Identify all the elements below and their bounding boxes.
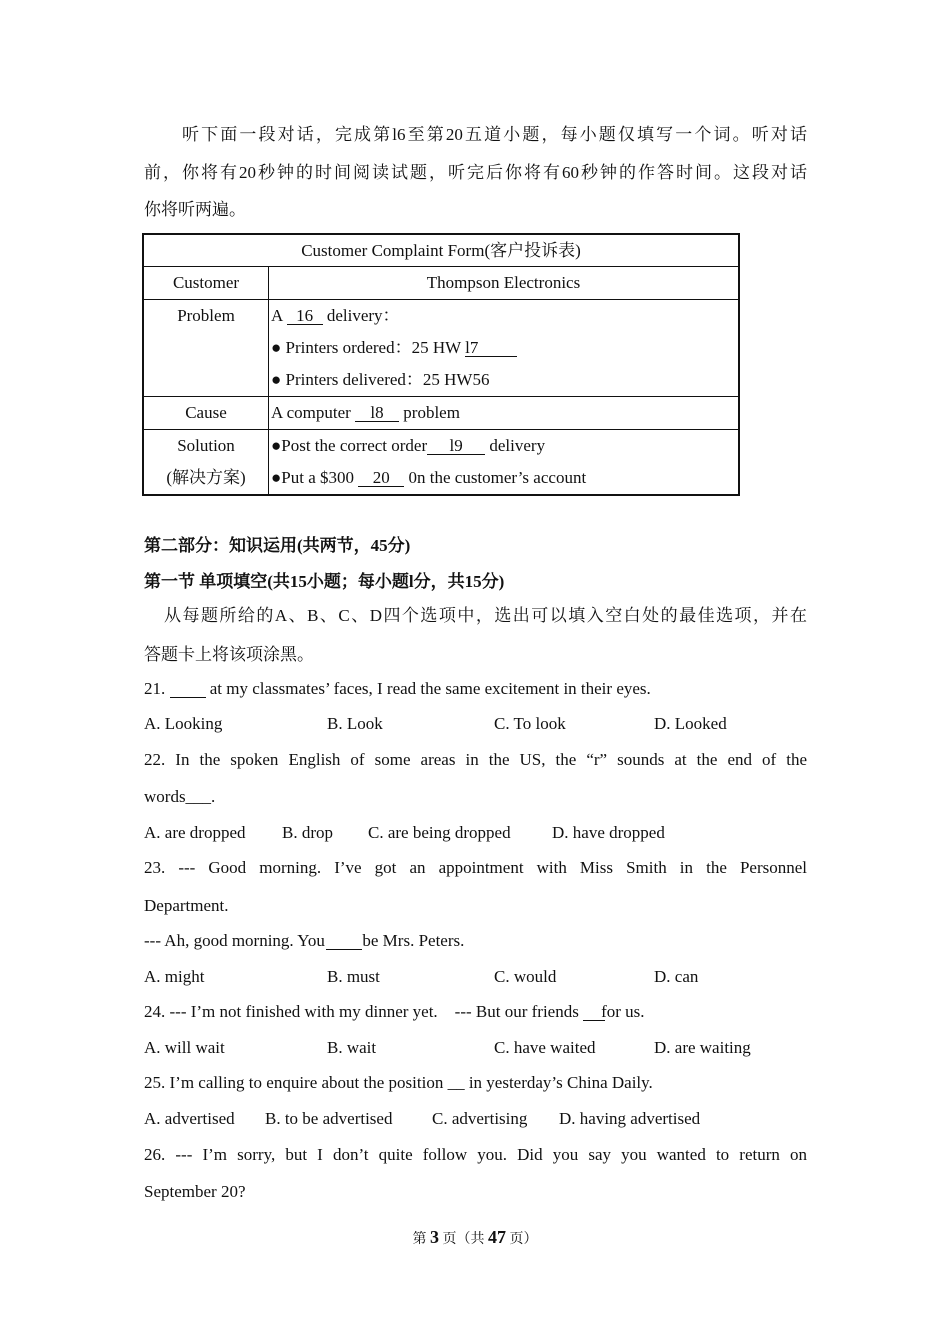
option-b[interactable]: B. drop (282, 823, 333, 842)
intro-line-3: 你将听两遍。 (144, 200, 246, 219)
option-c[interactable]: C. are being dropped (368, 823, 511, 842)
printers-delivered-line: ● Printers delivered：25 HW56 (271, 370, 490, 389)
cause-text: A computer (271, 403, 351, 422)
form-title: Customer Complaint Form(客户投诉表) (143, 234, 739, 267)
problem-cell (269, 300, 740, 397)
option-c[interactable]: C. have waited (494, 1038, 596, 1057)
question-24-text: 24. --- I’m not finished with my dinner yet. --- But our friends (144, 1002, 579, 1021)
option-a[interactable]: A. will wait (144, 1038, 225, 1057)
question-23-line-1: 23. --- Good morning. I’ve got an appointment with Miss Smith in the Personnel (144, 858, 807, 877)
option-b[interactable]: B. must (327, 967, 380, 986)
question-23-blank (326, 933, 362, 950)
option-a[interactable]: A. might (144, 967, 205, 986)
question-21-number: 21. (144, 679, 166, 698)
blank-19: l9 (427, 438, 485, 455)
solution-label-cell (143, 430, 269, 496)
page-total: 47 (488, 1227, 506, 1247)
instructions-line-1: 从每题所给的A、B、C、D四个选项中，选出可以填入空白处的最佳选项，并在 (164, 606, 807, 625)
page-number: 3 (430, 1227, 439, 1247)
solution-2-text: ●Put a $300 (271, 468, 354, 487)
option-d[interactable]: D. having advertised (559, 1109, 701, 1128)
option-a[interactable]: A. advertised (144, 1109, 235, 1128)
option-b[interactable]: B. Look (327, 714, 383, 733)
question-23-dialog-end: be Mrs. Peters. (362, 931, 465, 950)
solution-label-cn: (解决方案) (166, 468, 246, 487)
solution-2-text-end: 0n the customer’s account (408, 468, 587, 487)
complaint-form-table (142, 233, 740, 496)
problem-line (271, 300, 736, 332)
solution-1-text-end: delivery (489, 436, 546, 455)
cause-text-end: problem (403, 403, 460, 422)
intro-line-2: 前，你将有20秒钟的时间阅读试题，听完后你将有60秒钟的作答时间。这段对话 (144, 163, 807, 182)
option-c[interactable]: C. To look (494, 714, 566, 733)
instructions-line-2: 答题卡上将该项涂黑。 (144, 645, 314, 664)
question-23-dialog: --- Ah, good morning. You (144, 931, 325, 950)
footer-middle: 页（共 (442, 1232, 485, 1247)
question-23-line-2: Department. (144, 896, 229, 915)
solution-cell (269, 430, 740, 496)
problem-label: Problem (143, 300, 269, 397)
cause-row (143, 397, 739, 430)
section-heading: 第一节 单项填空(共15小题；每小题l分，共15分) (144, 572, 505, 591)
problem-text-end: delivery： (326, 306, 400, 325)
blank-18: l8 (355, 405, 399, 422)
option-c[interactable]: C. would (494, 967, 557, 986)
printers-ordered-line (271, 332, 736, 364)
question-26-line-1: 26. --- I’m sorry, but I don’t quite follow you. Did you say you wanted to return on (144, 1145, 807, 1164)
question-24-text-end: for us. (601, 1002, 645, 1021)
question-21-blank (170, 681, 206, 698)
option-b[interactable]: B. wait (327, 1038, 377, 1057)
footer-suffix: 页） (509, 1232, 538, 1247)
option-a[interactable]: A. Looking (144, 714, 223, 733)
option-d[interactable]: D. Looked (654, 714, 727, 733)
question-22-line-2: words___. (144, 787, 216, 806)
solution-line-1 (271, 430, 736, 462)
footer-prefix: 第 (412, 1232, 427, 1247)
cause-cell (269, 397, 740, 430)
solution-line-2 (271, 462, 736, 494)
page-footer (0, 1227, 950, 1248)
form-title-row (143, 234, 739, 267)
part-heading: 第二部分：知识运用(共两节，45分) (144, 536, 411, 555)
question-26-line-2: September 20? (144, 1182, 246, 1201)
solution-label: Solution (177, 436, 235, 455)
problem-text: A (271, 306, 283, 325)
option-d[interactable]: D. can (654, 967, 699, 986)
solution-1-text: ●Post the correct order (271, 436, 428, 455)
question-21 (144, 678, 807, 700)
cause-label: Cause (143, 397, 269, 430)
question-24 (144, 1001, 807, 1023)
question-21-text: at my classmates’ faces, I read the same excitement in their eyes. (209, 679, 651, 698)
blank-20: 20 (358, 470, 404, 487)
question-23-line-3 (144, 930, 807, 952)
option-b[interactable]: B. to be advertised (265, 1109, 393, 1128)
question-25: 25. I’m calling to enquire about the position __ in yesterday’s China Daily. (144, 1073, 653, 1092)
blank-16: 16 (287, 308, 323, 325)
solution-row (143, 430, 739, 496)
customer-row (143, 267, 739, 300)
intro-line-1: 听下面一段对话，完成第l6至第20五道小题，每小题仅填写一个词。听对话 (182, 125, 807, 144)
customer-label: Customer (143, 267, 269, 300)
option-d[interactable]: D. have dropped (552, 823, 665, 842)
option-d[interactable]: D. are waiting (654, 1038, 751, 1057)
question-22-line-1: 22. In the spoken English of some areas in the US, the “r” sounds at the end of the (144, 750, 807, 769)
printers-ordered-text: ● Printers ordered：25 HW (271, 338, 461, 357)
blank-17: l7 (465, 340, 517, 357)
problem-row (143, 300, 739, 397)
customer-value: Thompson Electronics (269, 267, 740, 300)
option-a[interactable]: A. are dropped (144, 823, 246, 842)
option-c[interactable]: C. advertising (432, 1109, 528, 1128)
